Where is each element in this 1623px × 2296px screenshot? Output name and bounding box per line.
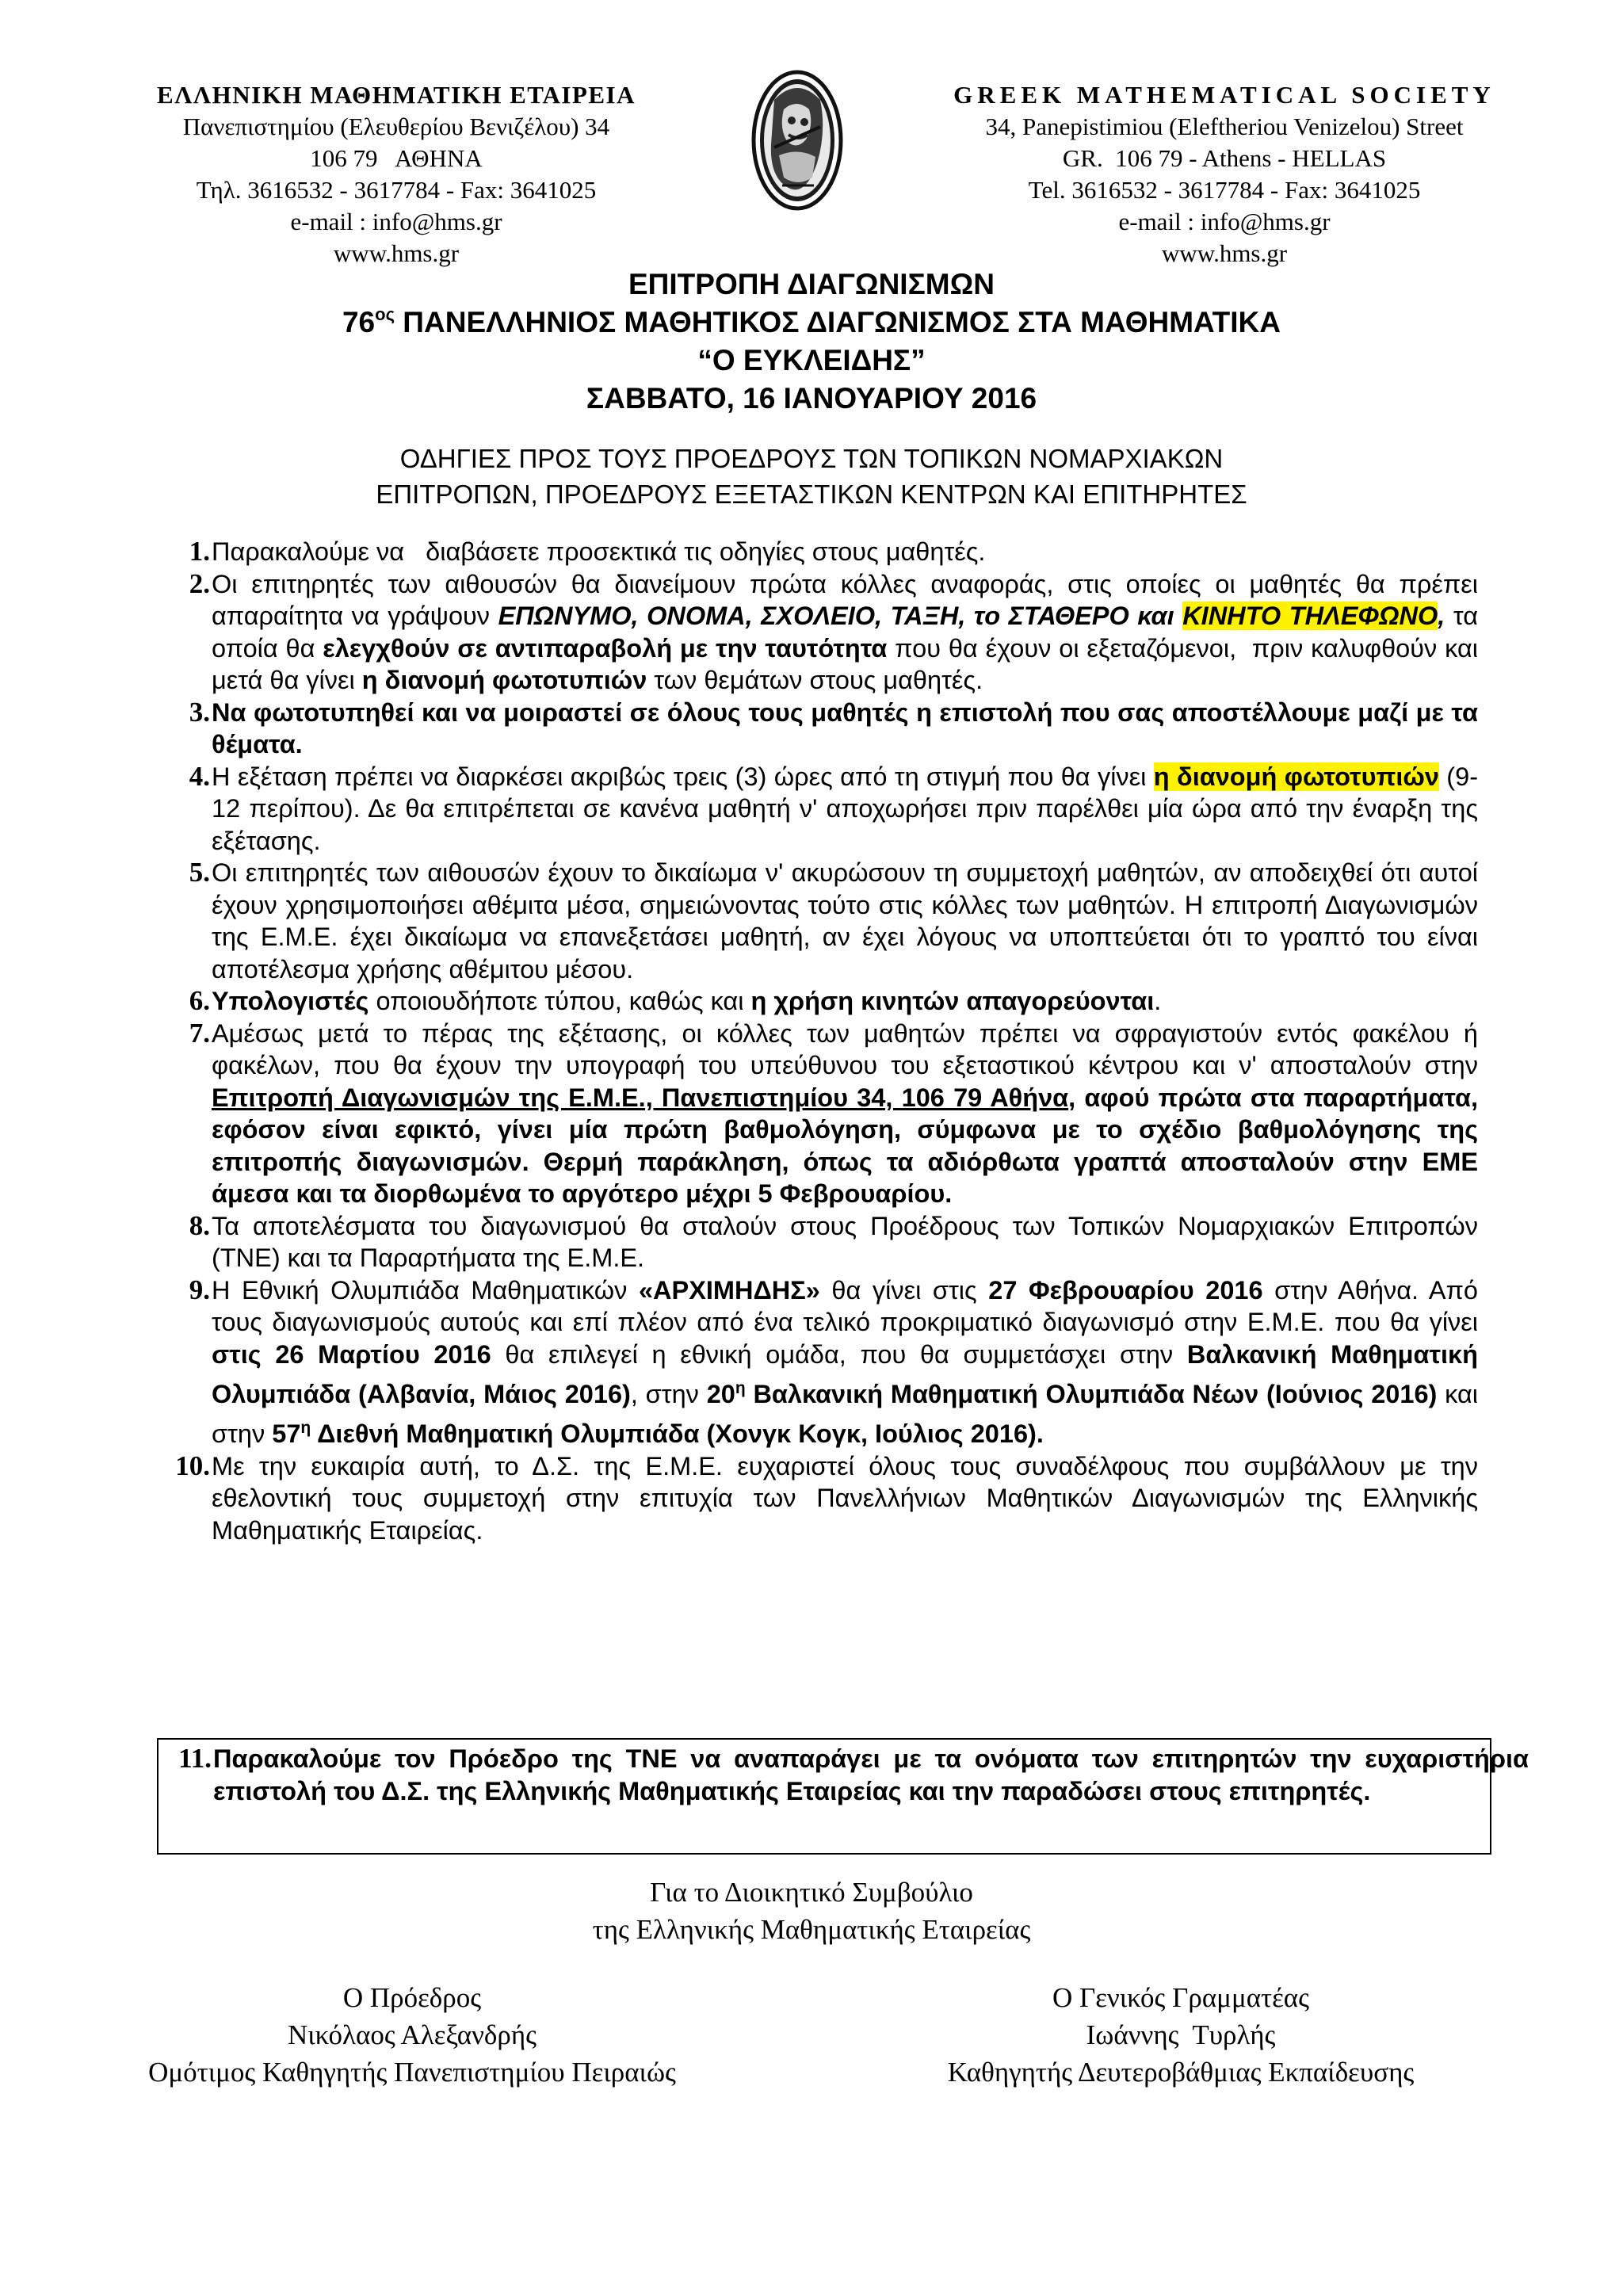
website-greek: www.hms.gr [333,239,460,267]
item-text: στην Αθήνα. Από τους διαγωνισμούς αυτούς και επί πλέον από ένα τελικό προκριματικό διαγωνισμό στην Ε.Μ.Ε. που θα γίνει [212,1275,1479,1336]
mobile-ban-text: η χρήση κινητών απαγορεύονται [750,987,1155,1015]
boxed-instruction [157,1738,1529,1855]
instruction-item-10 [162,1450,1478,1547]
item-number: 7. [189,1017,210,1049]
junior-balkan-number: 20 [706,1379,735,1408]
instructions-list [162,536,1486,1546]
item-text: που θα έχουν οι εξεταζόμενοι, πριν καλυφθούν και μετά θα γίνει [212,633,1486,694]
item-text: Αμέσως μετά το πέρας της εξέτασης, οι κόλλες των μαθητών πρέπει να σφραγιστούν εντός φακέλου ή φακέλων, που θα έχουν την υπογραφή του υπεύθυνου του εξεταστικού κέντρου και ν' αποσταλούν στην [212,1018,1478,1079]
instruction-item-5 [162,857,1478,985]
secretary-title: Καθηγητής Δευτεροβάθμιας Εκπαίδευσης [947,2057,1415,2088]
comma: , [1438,602,1445,630]
id-check-text: ελεγχθούν σε αντιπαραβολή με την ταυτότητα [323,633,888,663]
competition-number: 76 [342,306,376,338]
letterhead-greek [119,79,674,269]
item-text: Οι επιτηρητές των αιθουσών έχουν το δικαίωμα ν' ακυρώσουν τη συμμετοχή μαθητών, αν αποδειχθεί ότι αυτοί έχουν χρησιμοποιήσει αθέμιτα μέσα, σημειώνοντας τούτο στις κόλλες των μαθητών. Η επιτροπή Διαγωνισμών της Ε.Μ.Ε. έχει δικαίωμα να επανεξετάσει μαθητή, αν έχει λόγους να υποπτεύεται ότι το γραπτό του είναι αποτέλεσμα χρήσης αθέμιτου μέσου. [212,858,1478,984]
secretary-role: Ο Γενικός Γραμματέας [1052,1982,1310,2013]
board-signature-heading [0,1874,1623,1948]
city-english: GR. 106 79 - Athens - HELLAS [1062,144,1387,172]
mailing-address: Επιτροπή Διαγωνισμών της Ε.Μ.Ε., Πανεπιστημίου 34, 106 79 Αθήνα [212,1083,1069,1112]
item-number: 9. [189,1274,210,1305]
item-number: 5. [189,857,210,888]
item-number: 8. [189,1209,210,1241]
instruction-item-3 [162,697,1478,761]
junior-balkan-olympiad: Βαλκανική Μαθηματική Ολυμπιάδα Νέων (Ιούνιος 2016) [745,1379,1438,1408]
required-fields-text: ΕΠΩΝΥΜΟ, ΟΝΟΜΑ, ΣΧΟΛΕΙΟ, ΤΑΞΗ, το ΣΤΑΘΕΡΟ και [498,602,1183,630]
item-number: 2. [189,567,210,599]
international-olympiad: Διεθνή Μαθηματική Ολυμπιάδα (Χονγκ Κογκ, Ιούλιος 2016). [311,1419,1044,1449]
instructions-heading [0,441,1623,512]
item-number: 4. [189,760,210,792]
imo-number: 57 [272,1419,301,1449]
item-text: Οι επιτηρητές των αιθουσών θα διανείμουν πρώτα κόλλες αναφοράς, στις οποίες οι μαθητές θα πρέπει απαραίτητα να γράψουν [212,569,1478,630]
website-english: www.hms.gr [1161,239,1288,267]
item-number: 10. [175,1450,210,1481]
item-text: Η Εθνική Ολυμπιάδα Μαθηματικών [212,1275,639,1305]
society-logo-icon [750,68,844,212]
instruction-item-1 [162,536,1478,568]
letterhead-english [943,79,1506,269]
calculators-text: Υπολογιστές [212,987,369,1015]
board-line-1: Για το Διοικητικό Συμβούλιο [650,1877,973,1908]
instruction-item-11 [164,1743,1529,1807]
highlighted-photocopy-distribution: η διανομή φωτοτυπιών [1153,762,1439,791]
instruction-item-6 [162,985,1478,1018]
item-number: 6. [189,985,210,1016]
item-text: , στην [630,1379,707,1408]
ordinal-suffix: η [300,1419,311,1438]
item-text: . [1154,987,1162,1015]
org-name-greek: ΕΛΛΗΝΙΚΗ ΜΑΘΗΜΑΤΙΚΗ ΕΤΑΙΡΕΙΑ [157,81,636,109]
title-block [0,266,1623,418]
instructions-heading-line-2: ΕΠΙΤΡΟΠΩΝ, ΠΡΟΕΔΡΟΥΣ ΕΞΕΤΑΣΤΙΚΩΝ ΚΕΝΤΡΩΝ ΚΑΙ ΕΠΙΤΗΡΗΤΕΣ [376,479,1247,509]
instructions-heading-line-1: ΟΔΗΓΙΕΣ ΠΡΟΣ ΤΟΥΣ ΠΡΟΕΔΡΟΥΣ ΤΩΝ ΤΟΠΙΚΩΝ ΝΟΜΑΡΧΙΑΚΩΝ [399,444,1224,473]
secretary-signature [840,1979,1522,2091]
president-role: Ο Πρόεδρος [342,1982,482,2013]
president-signature [95,1979,729,2091]
instruction-item-9 [162,1274,1478,1450]
balkan-olympiad: Βαλκανική Μαθηματική Ολυμπιάδα (Αλβανία, Μάιος 2016) [212,1339,1479,1408]
president-name: Νικόλαος Αλεξανδρής [287,2019,537,2050]
item-text: των θεμάτων στους μαθητές. [647,666,983,694]
competition-name: ΠΑΝΕΛΛΗΝΙΟΣ ΜΑΘΗΤΙΚΟΣ ΔΙΑΓΩΝΙΣΜΟΣ ΣΤΑ ΜΑΘΗΜΑΤΙΚΑ [395,306,1281,338]
instruction-item-8 [162,1210,1478,1274]
address-english: 34, Panepistimiou (Εleftheriou Venizelou) Street [985,113,1464,140]
address-greek: Πανεπιστημίου (Ελευθερίου Βενιζέλου) 34 [182,113,610,140]
email-english: e-mail : info@hms.gr [1118,208,1331,235]
photocopy-distribution-text: η διανομή φωτοτυπιών [361,666,647,694]
competition-subtitle: “Ο ΕΥΚΛΕΙΔΗΣ” [697,344,926,376]
ordinal-suffix: ος [375,304,395,324]
item-text: Παρακαλούμε τον Πρόεδρο της ΤΝΕ να αναπαράγει με τα ονόματα των επιτηρητών την ευχαριστήρια επιστολή του Δ.Σ. της Ελληνικής Μαθηματικής Εταιρείας και την παραδώσει στους επιτηρητές. [213,1744,1529,1805]
item-text: θα γίνει στις [819,1275,989,1305]
email-greek: e-mail : info@hms.gr [290,208,502,235]
item-text: τα οποία θα [212,602,1486,663]
board-line-2: της Ελληνικής Μαθηματικής Εταιρείας [592,1914,1031,1945]
item-number: 11. [178,1743,212,1774]
item-text: (9-12 περίπου). Δε θα επιτρέπεται σε κανένα μαθητή ν' αποχωρήσει πριν παρέλθει μία ώρα από την έναρξη της εξέτασης. [212,762,1479,855]
instruction-item-2 [162,567,1486,697]
committee-title: ΕΠΙΤΡΟΠΗ ΔΙΑΓΩΝΙΣΜΩΝ [628,268,995,300]
competition-date: ΣΑΒΒΑΤΟ, 16 ΙΑΝΟΥΑΡΙΟΥ 2016 [586,382,1037,415]
instruction-item-7 [162,1018,1478,1210]
item-text-bold: , αφού πρώτα στα παραρτήματα, εφόσον είναι εφικτό, γίνει μία πρώτη βαθμολόγηση, σύμφωνα με το σχέδιο βαθμολόγησης της επιτροπής διαγωνισμών. Θερμή παράκληση, όπως τα αδιόρθωτα γραπτά αποσταλούν στην ΕΜΕ άμεσα και τα διορθωμένα το αργότερο μέχρι 5 Φεβρουαρίου. [212,1083,1478,1208]
ordinal-suffix: η [735,1379,746,1397]
item-text: και στην [212,1379,1479,1449]
phone-english: Tel. 3616532 - 3617784 - Fax: 3641025 [1028,176,1421,204]
item-number: 3. [189,696,210,728]
item-text: Παρακαλούμε να διαβάσετε προσεκτικά τις οδηγίες στους μαθητές. [212,537,986,566]
president-title: Ομότιμος Καθηγητής Πανεπιστημίου Πειραιώς [148,2057,676,2088]
item-text: Να φωτοτυπηθεί και να μοιραστεί σε όλους τους μαθητές η επιστολή που σας αποστέλλουμε μαζί με τα θέματα. [212,697,1478,758]
final-selection-date: στις 26 Μαρτίου 2016 [212,1339,491,1369]
instruction-item-4 [162,761,1478,858]
item-text: Με την ευκαιρία αυτή, το Δ.Σ. της Ε.Μ.Ε. ευχαριστεί όλους τους συναδέλφους που συμβάλλουν με την εθελοντική τους συμμετοχή στην επιτυχία των Πανελλήνιων Μαθητικών Διαγωνισμών της Ελληνικής Μαθηματικής Εταιρείας. [212,1451,1478,1545]
city-greek: 106 79 ΑΘΗΝΑ [310,144,483,172]
item-text: Τα αποτελέσματα του διαγωνισμού θα σταλούν στους Προέδρους των Τοπικών Νομαρχιακών Επιτροπών (ΤΝΕ) και τα Παραρτήματα της Ε.Μ.Ε. [212,1211,1478,1272]
archimedes-text: «ΑΡΧΙΜΗΔΗΣ» [638,1275,820,1305]
secretary-name: Ιωάννης Τυρλής [1086,2019,1276,2050]
item-text: Η εξέταση πρέπει να διαρκέσει ακριβώς τρεις (3) ώρες από τη στιγμή που θα γίνει [212,762,1154,791]
org-name-english: GREEK MATHEMATICAL SOCIETY [953,81,1495,109]
phone-greek: Τηλ. 3616532 - 3617784 - Fax: 3641025 [196,176,597,204]
item-number: 1. [189,536,210,567]
item-text: οποιουδήποτε τύπου, καθώς και [369,987,751,1015]
item-text: θα επιλεγεί η εθνική ομάδα, που θα συμμετάσχει στην [491,1339,1187,1369]
competition-title [0,304,1623,342]
archimedes-date: 27 Φεβρουαρίου 2016 [988,1275,1263,1305]
highlighted-mobile-phone: ΚΙΝΗΤΟ ΤΗΛΕΦΩΝΟ [1182,602,1438,630]
